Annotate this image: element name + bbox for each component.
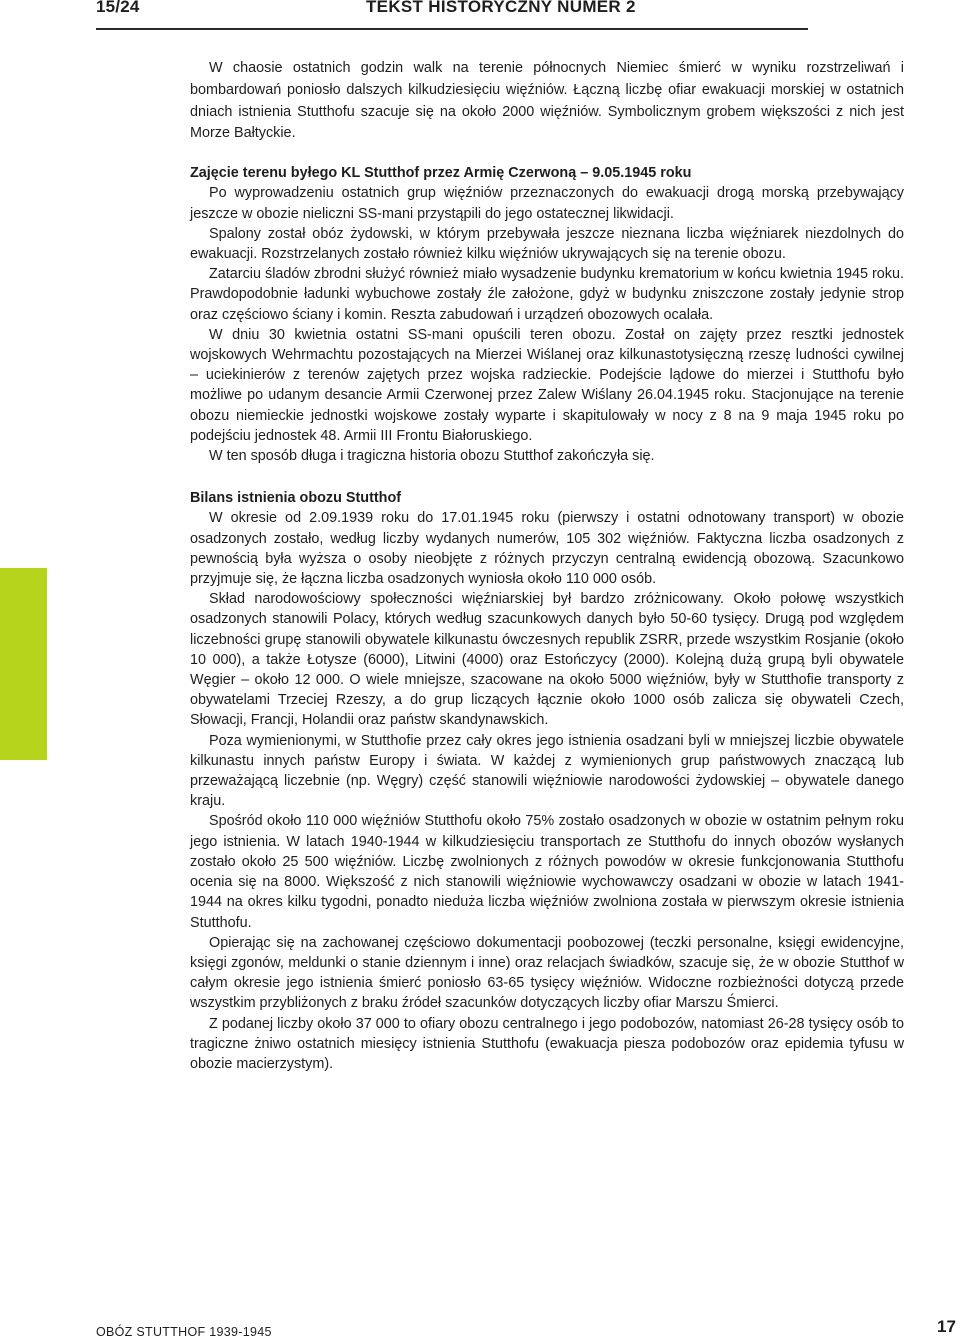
page-number: 17: [937, 1317, 956, 1336]
section-heading-liberation: Zajęcie terenu byłego KL Stutthof przez Armię Czerwoną – 9.05.1945 roku: [190, 165, 692, 182]
publication-title: OBÓZ STUTTHOF 1939-1945: [96, 1325, 272, 1339]
section1-paragraph: Po wyprowadzeniu ostatnich grup więźniów przeznaczonych do ewakuacji drogą morską przebywający jeszcze w obozie nieliczni SS-mani przystąpili do jego ostatecznej likwidacji.: [190, 185, 904, 222]
section1-paragraph: W ten sposób długa i tragiczna historia obozu Stutthof zakończyła się.: [209, 448, 655, 465]
header-divider: [96, 28, 808, 30]
section1-paragraph: W dniu 30 kwietnia ostatni SS-mani opuścili teren obozu. Został on zajęty przez resztki jednostek wojskowych Wehrmachtu pozostających na Mierzei Wiślanej oraz kilkunastotysięczną rzeszę ludności cywilnej – uciekinierów z terenów zajętych przez wojska radzieckie. Podejście lądowe do mierzei i Stutthofu było możliwe po udanym desancie Armii Czerwonej przez Zalew Wiślany 26.04.1945 roku. Stacjonujące na terenie obozu niemieckie jednostki wojskowe zostały wyparte i skapitulowały w nocy z 8 na 9 maja 1945 roku po podejściu jednostek 48. Armii III Frontu Białoruskiego.: [190, 326, 904, 444]
intro-paragraph: W chaosie ostatnich godzin walk na terenie północnych Niemiec śmierć w wyniku rozstrzeliwań i bombardowań poniosło dalszych kilkudziesięciu więźniów. Łączną liczbę ofiar ewakuacji morskiej w ostatnich dniach istnienia Stutthofu szacuje się na około 2000 więźniów. Symbolicznym grobem większości z nich jest Morze Bałtyckie.: [190, 60, 904, 142]
document-title: TEKST HISTORYCZNY NUMER 2: [366, 0, 636, 16]
section1-paragraph: Spalony został obóz żydowski, w którym przebywała jeszcze nieznana liczba więźniarek niezdolnych do ewakuacji. Rozstrzelanych zostało również kilku więźniów ukrywających się na terenie obozu.: [190, 225, 904, 262]
section2-paragraph: Skład narodowościowy społeczności więźniarskiej był bardzo zróżnicowany. Około połowę wszystkich osadzonych stanowili Polacy, których według szacunkowych danych było 50-60 tysięcy. Drugą pod względem liczebności grupę stanowili obywatele kilkunastu ówczesnych republik ZSRR, przede wszystkim Rosjanie (około 10 000), a także Łotysze (6000), Litwini (4000) oraz Estończycy (2000). Kolejną dużą grupą byli obywatele Węgier – około 12 000. O wiele mniejsze, szacowane na około 5000 więźniów, były w Stutthofie transporty z obywatelami Trzeciej Rzeszy, a do grup liczących łącznie około 1000 osób zalicza się obywateli Czech, Słowacji, Francji, Holandii oraz państw skandynawskich.: [190, 591, 904, 729]
section2-paragraph: W okresie od 2.09.1939 roku do 17.01.1945 roku (pierwszy i ostatni odnotowany transport) w obozie osadzonych zostało, według liczby wydanych numerów, 105 302 więźniów. Faktyczna liczba osadzonych z pewnością była wyższa o osoby nieobjęte z różnych przyczyn centralną ewidencją obozową. Szacunkowo przyjmuje się, że łączna liczba osadzonych wyniosła około 110 000 osób.: [190, 510, 904, 588]
section2-paragraph: Opierając się na zachowanej częściowo dokumentacji poobozowej (teczki personalne, księgi ewidencyjne, księgi zgonów, meldunki o stanie dziennym i inne) oraz relacjach świadków, szacuje się, że w obozie Stutthof w całym okresie jego istnienia śmierć poniosło 63-65 tysięcy więźniów. Widoczne rozbieżności dotyczą przede wszystkim przybliżonych z braku źródeł szacunków dotyczących liczby ofiar Marszu Śmierci.: [190, 934, 904, 1012]
section2-paragraph: Z podanej liczby około 37 000 to ofiary obozu centralnego i jego podobozów, natomiast 26-28 tysięcy osób to tragiczne żniwo ostatnich miesięcy istnienia Stutthofu (ewakuacja piesza podobozów oraz epidemia tyfusu w obozie macierzystym).: [190, 1015, 904, 1072]
page-indicator: 15/24: [96, 0, 140, 16]
section2-paragraph: Poza wymienionymi, w Stutthofie przez cały okres jego istnienia osadzani byli w mniejszej liczbie obywatele kilkunastu innych państw Europy i świata. W każdej z wymienionych grup państwowych znaczącą lub przeważającą liczebnie (np. Węgry) część stanowili więźniowie narodowości żydowskiej – obywatele danego kraju.: [190, 732, 904, 810]
section-heading-summary: Bilans istnienia obozu Stutthof: [190, 490, 402, 507]
page-content: [190, 58, 904, 1074]
accent-bar: [0, 568, 47, 760]
section1-paragraph: Zatarciu śladów zbrodni służyć również miało wysadzenie budynku krematorium w końcu kwietnia 1945 roku. Prawdopodobnie ładunki wybuchowe zostały źle założone, gdyż w budynku zniszczone zostały jedynie strop oraz częściowo ściany i komin. Reszta zabudowań i urządzeń obozowych ocalała.: [190, 266, 904, 323]
section2-paragraph: Spośród około 110 000 więźniów Stutthofu około 75% zostało osadzonych w obozie w ostatnim pełnym roku jego istnienia. W latach 1940-1944 w kilkudziesięciu transportach ze Stutthofu do innych obozów wysłanych zostało około 25 500 więźniów. Liczbę zwolnionych z różnych powodów w okresie funkcjonowania Stutthofu ocenia się na 8000. Większość z nich stanowili więźniowie wychowawczy osadzani w obozie w latach 1941-1944 na okres kilku tygodni, ponadto nieduża liczba więźniów zwolniona została w pierwszym okresie istnienia Stutthofu.: [190, 813, 904, 931]
